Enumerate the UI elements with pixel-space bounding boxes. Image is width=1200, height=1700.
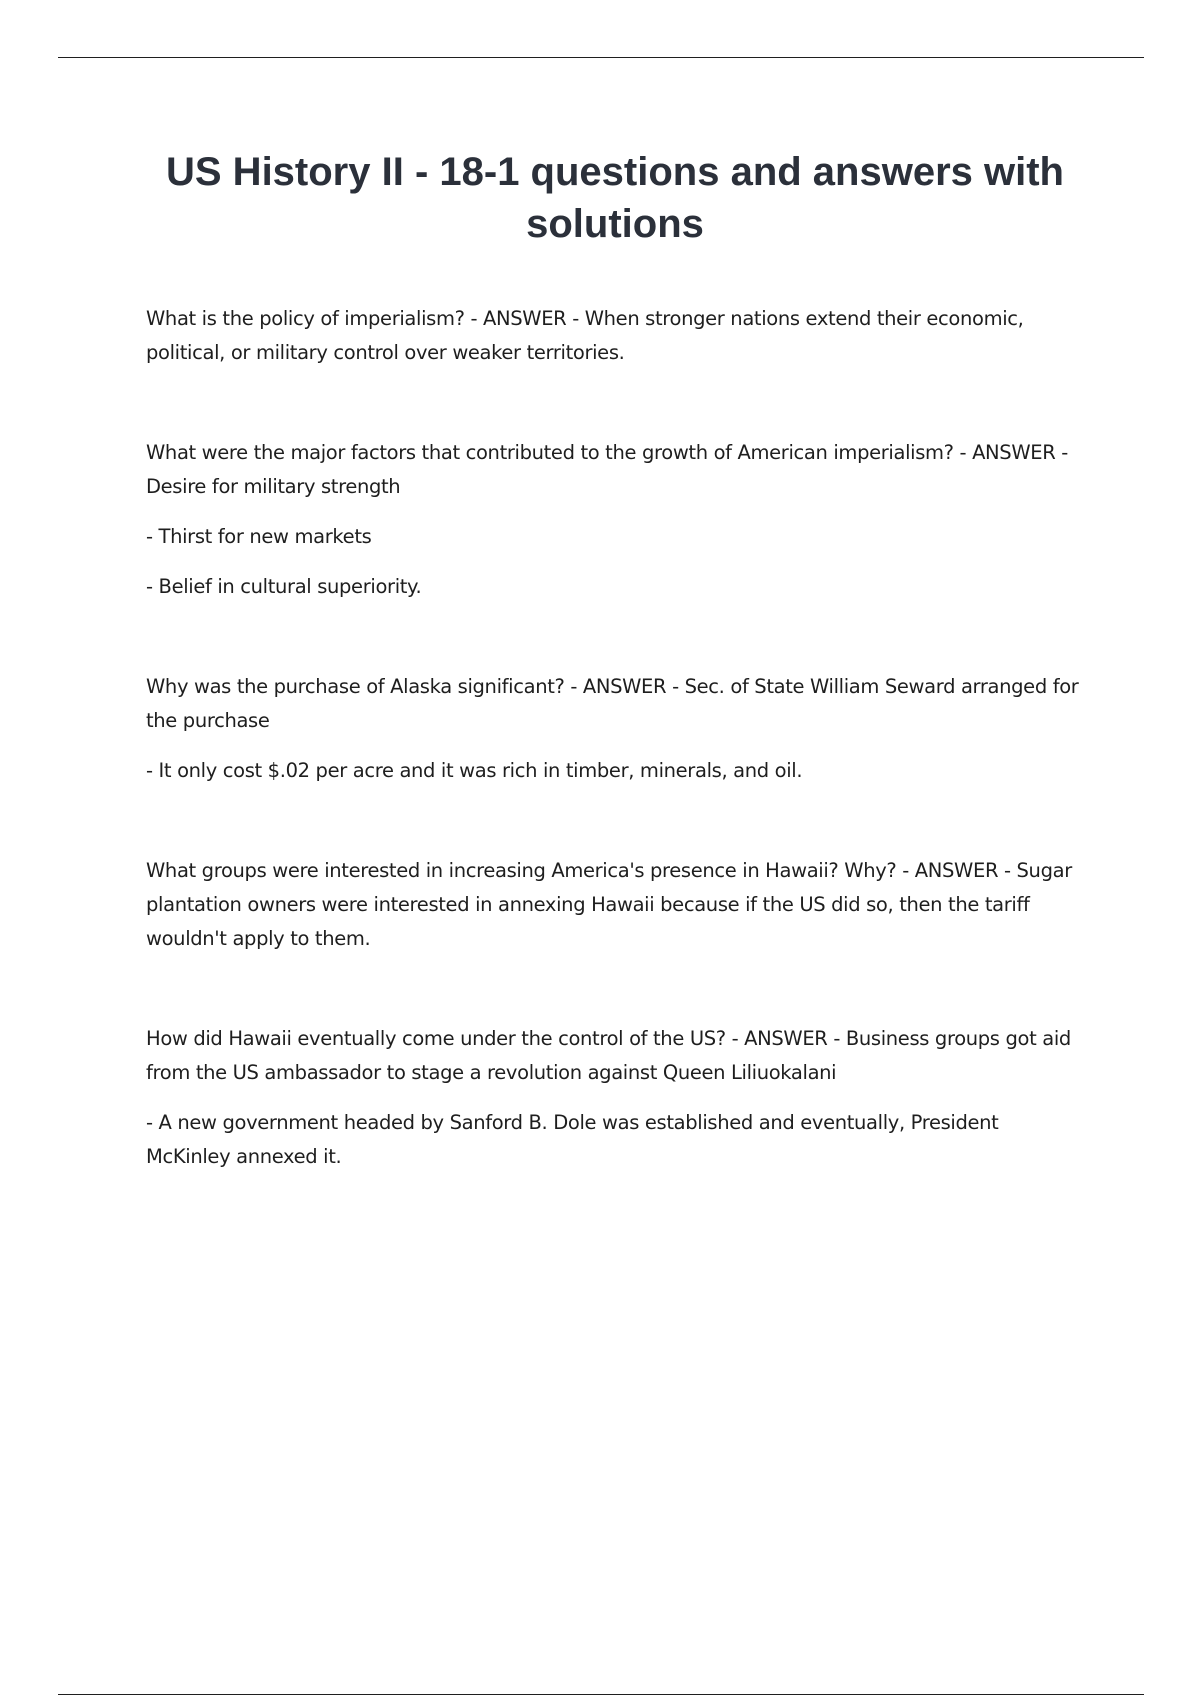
qa-item-5 — [146, 1022, 1086, 1174]
answer-bullet: - Thirst for new markets — [146, 525, 372, 548]
qa-item-3 — [146, 670, 1086, 788]
question-answer-text: What groups were interested in increasing America's presence in Hawaii? Why? - ANSWER - Sugar plantation owners were interested in annexing Hawaii because if the US did so, then the tariff wouldn't apply to them. — [146, 859, 1072, 950]
qa-item-1 — [146, 302, 1086, 370]
answer-bullet: - A new government headed by Sanford B. Dole was established and eventually, President McKinley annexed it. — [146, 1111, 999, 1168]
answer-bullet: - Belief in cultural superiority. — [146, 575, 422, 598]
question-answer-text: What is the policy of imperialism? - ANSWER - When stronger nations extend their economic, political, or military control over weaker territories. — [146, 307, 1024, 364]
answer-bullet: - It only cost $.02 per acre and it was rich in timber, minerals, and oil. — [146, 759, 803, 782]
qa-list — [146, 302, 1086, 1240]
top-rule — [58, 57, 1144, 58]
page-title: US History II - 18-1 questions and answers with solutions — [166, 150, 1064, 246]
question-answer-text: How did Hawaii eventually come under the control of the US? - ANSWER - Business groups got aid from the US ambassador to stage a revolution against Queen Liliuokalani — [146, 1027, 1071, 1084]
question-answer-text: What were the major factors that contributed to the growth of American imperialism? - ANSWER - Desire for military strength — [146, 441, 1068, 498]
qa-item-4 — [146, 854, 1086, 956]
qa-item-2 — [146, 436, 1086, 604]
bottom-rule — [58, 1694, 1144, 1695]
question-answer-text: Why was the purchase of Alaska significant? - ANSWER - Sec. of State William Seward arranged for the purchase — [146, 675, 1079, 732]
